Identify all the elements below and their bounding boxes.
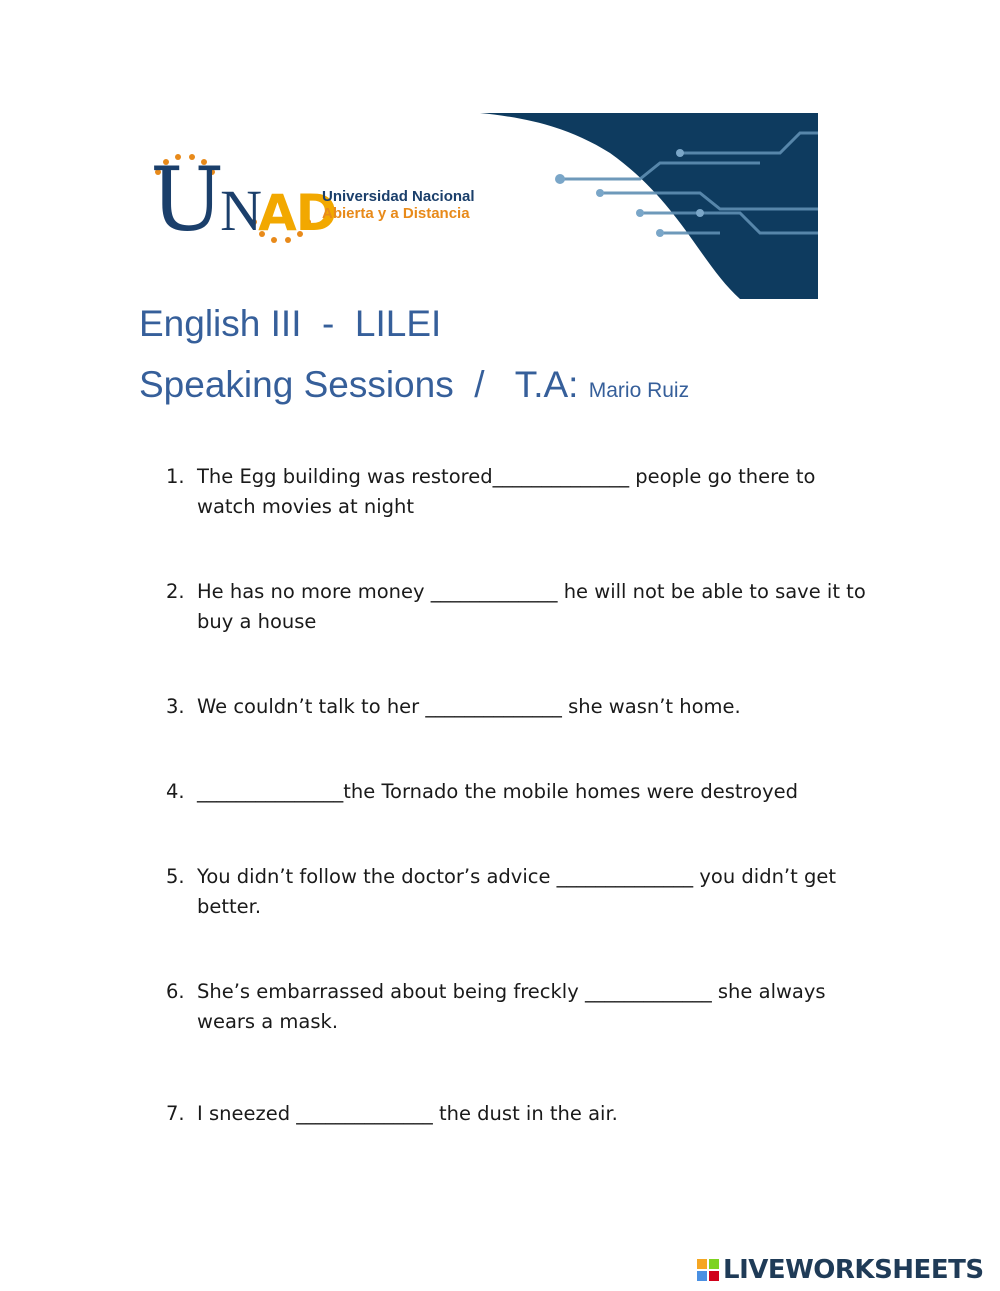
question-number: 3.: [166, 695, 185, 718]
question-number: 4.: [166, 780, 185, 803]
question-number: 7.: [166, 1102, 185, 1125]
question-text: She’s embarrassed about being freckly _____________ she always wears a mask.: [197, 980, 826, 1033]
logo-line-1: Universidad Nacional: [322, 188, 475, 205]
question-6: [166, 977, 866, 1037]
ta-name: Mario Ruiz: [588, 379, 690, 402]
question-5: [166, 862, 866, 922]
question-3: [166, 692, 866, 722]
unad-logo: [150, 148, 500, 252]
question-1: [166, 462, 866, 522]
liveworksheets-text: LIVEWORKSHEETS: [723, 1255, 984, 1285]
liveworksheets-watermark: [697, 1254, 984, 1286]
session-title: [139, 364, 689, 406]
question-4: [166, 777, 866, 807]
logo-wordmark: UNAD: [150, 148, 337, 251]
question-text: He has no more money _____________ he will not be able to save it to buy a house: [197, 580, 866, 633]
question-text: I sneezed ______________ the dust in the air.: [197, 1102, 618, 1125]
logo-line-2: Abierta y a Distancia: [322, 205, 470, 222]
question-number: 6.: [166, 980, 185, 1003]
question-text: You didn’t follow the doctor’s advice ______________ you didn’t get better.: [197, 865, 836, 918]
logo-university-name: [322, 188, 475, 222]
question-text: We couldn’t talk to her ______________ she wasn’t home.: [197, 695, 741, 718]
session-label: Speaking Sessions / T.A:: [139, 364, 589, 405]
question-2: [166, 577, 866, 637]
question-number: 1.: [166, 465, 185, 488]
question-7: [166, 1099, 866, 1129]
question-number: 2.: [166, 580, 185, 603]
question-number: 5.: [166, 865, 185, 888]
question-text: The Egg building was restored______________ people go there to watch movies at night: [197, 465, 816, 518]
course-title: English III - LILEI: [139, 303, 442, 344]
liveworksheets-logo-icon: [697, 1259, 719, 1281]
question-text: _______________the Tornado the mobile homes were destroyed: [197, 780, 798, 803]
